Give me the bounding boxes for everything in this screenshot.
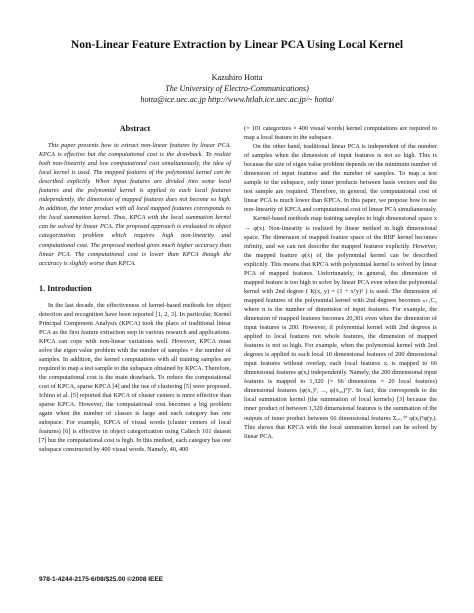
right-column — [244, 124, 437, 441]
abstract-text: This paper presents how to extract non-linear features by linear PCA. KPCA is effective but the computational cost is the drawback. To realize both non-linearity and low computational cost simultaneously, the idea of local kernel is used. The mapped features of the polynomial kernel can be described explicitly. When input features are divided into some local features and the polynomial kernel is applied to each local features independently, the dimension of mapped features does not become so high. In addition, the inner product with all local mapped features corresponds to the local summation kernel. Thus, KPCA with the local summation kernel can be solved by linear PCA. The proposed approach is evaluated in object categorization problem which requires high non-linearity and computational cost. The proposed method gives much higher accuracy than linear PCA. The computational cost is lower than KPCA though the accuracy is slightly worse than KPCA. — [39, 142, 231, 267]
copyright-footer: 978-1-4244-2175-6/08/$25.00 ©2008 IEEE — [39, 576, 164, 583]
right-paragraph-continued: (= 101 categorizes × 400 visual words) kernel computations are required to map a local feature to the subspace. — [244, 125, 437, 142]
author-block — [0, 72, 474, 105]
right-paragraph-linear-pca: On the other hand, traditional linear PCA is independent of the number of samples when the dimension of input features is not so high. This is because the size of eigen value problem depends on the minimum number of dimension of input features and the number of samples. To map a test sample to the subspace, only inner products between basis vectors and the test sample are required. Therefore, in general, the computational cost of linear PCA is much lower than KPCA. In this paper, we propose how to use non-linearity of KPCA and computational cost of linear PCA simultaneously. — [244, 143, 437, 214]
section-heading-introduction: 1. Introduction — [39, 283, 92, 293]
author-name: Kazuhiro Hotta — [211, 73, 263, 82]
paper-title: Non-Linear Feature Extraction by Linear PCA Using Local Kernel — [70, 38, 404, 51]
abstract-body — [39, 141, 231, 268]
intro-paragraph: In the last decade, the effectiveness of kernel-based methods for object detection and recognition have been reported [1, 2, 3]. In particular, Kernel Principal Component Analysis (KPCA) took the place of traditional linear PCA as the first feature extraction step in various research and applications. KPCA can cope with non-linear variations well. However, KPCA must solve the eigen value problem with the number of samples × the number of samples. In addition, the kernel computations with all training samples are required to map a test sample to the subspace obtained by KPCA. Therefore, the computational cost is the main drawback. To reduce the computational cost of KPCA, sparse KPCA [4] and the use of clustering [5] were proposed. Ichino et al. [5] reported that KPCA of cluster centers is more effective than sparse KPCA. However, the computational cost becomes a big problem again when the number of classes is large and each category has one subspace. For example, KPCA of visual words (cluster centers of local features) [6] is effective in object categorization using Caltech 101 dataset [7] but the computational cost is high. In this method, each category has one subspace constructed by 400 visual words. Namely, 40, 400 — [39, 301, 231, 454]
left-column — [39, 124, 231, 454]
author-affiliation: The University of Electro-Communications) — [165, 84, 309, 93]
right-paragraph-kernel-methods: Kernel-based methods map training samples to high dimensional space x → φ(x). Non-linearity is realized by linear method in high dimensional space. The dimension of mapped feature space of the RBF kernel becomes infinity, and we can not describe the mapped features explicitly. However, the mapped feature φ(x) of the polynomial kernel can be described explicitly. This means that KPCA with polynomial kernel is solved by linear PCA of mapped features. Unfortunately, in general, the dimension of mapped feature is too high to solve by linear PCA even when the polynomial kernel with 2nd degree ( K(x, y) = (1 + xᵀy)² ) is used. The dimension of mapped features of the polynomial kernel with 2nd degrees becomes ₙ₊₁C₂ where n is the number of dimension of input features. For example, the dimension of mapped features becomes 20,301 even when the dimension of input features is 200. However, if polynomial kernel with 2nd degrees is applied to local features not whole features, the dimension of mapped features is not so high. For example, when the polynomial kernel with 2nd degrees is applied to each local 10 dimensional features of 200 dimensional input features without overlap, each local features xᵢ is mapped to 66 dimensional features φ(xᵢ) independently. Namely, the 200 dimensional input features is mapped to 1,320 (= 66 dimensions × 20 local features) dimensional features (φ(x₁)ᵀ, ..., φ(x₂₀)ᵀ)ᵀ. In fact, this corresponds to the local summation kernel (the summation of local kernels) [3] because the inner product of between 1,320 dimensional features is the summation of the outputs of inner product between 66 dimensional features Σᵢ₌₁²⁰ φ(xᵢ)ᵀφ(yᵢ). This shows that KPCA with the local summation kernel can be solved by linear PCA. — [244, 215, 437, 440]
abstract-heading: Abstract — [119, 124, 151, 133]
author-contact: hotta@ice.uec.ac.jp http://www.htlab.ice.uec.ac.jp/~ hotta/ — [140, 95, 334, 104]
